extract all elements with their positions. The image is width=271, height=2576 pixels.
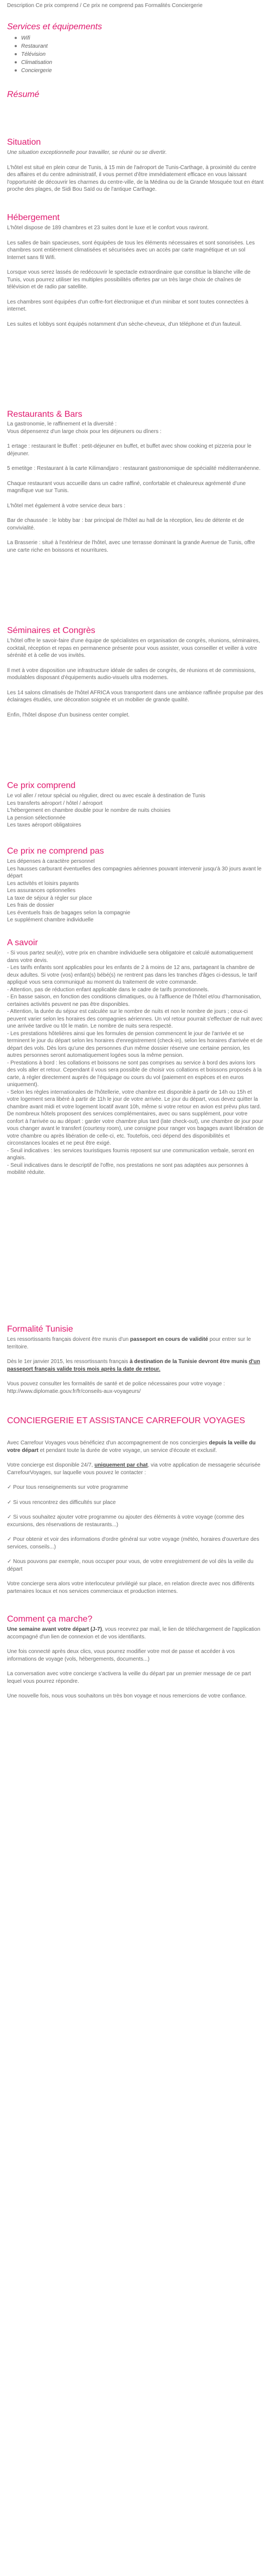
restaurants-p7: Bar de chaussée : le lobby bar : bar principal de l'hôtel au hall de la réception, lieu de détente et de convivialité. [7,518,244,531]
situation-body: L'hôtel est situé en plein cœur de Tunis, à 15 min de l'aéroport de Tunis-Carthage, à proximité du centre des affaires et du centre administratif, il vous permet d'être immédiatement efficace en vous laissant l'opportunité de découvrir les charmes du centre-ville, de la Médina ou de la Grande Mosquée tout en étant proche des plages, de Sidi Bou Saïd ou de l'antique Carthage. [7,164,264,192]
how-heading: Comment ça marche? [7,1615,93,1624]
breadcrumb-text: Description Ce prix comprend / Ce prix ne comprend pas Formalités Conciergerie [7,3,203,9]
lodging-p4: Les chambres sont équipées d'un coffre-fort électronique et d'un minibar et sont toutes connectées à internet. [7,299,249,312]
lodging-p3: Lorsque vous serez lassés de redécouvrir le spectacle extraordinaire que constitue la blanche ville de Tunis, vous pourrez utiliser les multiples possibilités offertes par un très large choix de chaînes de télévision et de radio par satellite. [7,269,251,290]
lodging-p2: Les salles de bain spacieuses, sont équipées de tous les éléments nécessaires et sont sonorisées. Les chambres sont entièrement climatisées et sécurisées avec un accès par carte magnétique et un sol Internet sans fil Wifi. [7,240,255,261]
notice-block [7,950,264,1177]
concierge-item: ✓ Pour obtenir et voir des informations d'ordre général sur votre voyage (météo, horaires d'ouverture des services, conseils...) [7,1536,260,1550]
excludes-line: Les dépenses à caractère personnel [7,858,95,864]
excludes-line: Les hausses carburant éventuelles des compagnies aériennes pouvant intervenir jusqu'à 30 jours avant le départ [7,866,262,879]
excludes-line: La taxe de séjour à régler sur place [7,895,92,901]
concierge-item: ✓ Nous pouvons par exemple, nous occuper pour vous, de votre enregistrement de vol dès la veille du départ [7,1559,254,1572]
amenity-concierge: Conciergerie [7,67,264,75]
situation-lead: Une situation exceptionnelle pour travailler, se réunir ou se divertir. [7,150,167,156]
restaurants-block [7,421,264,554]
seminars-p2: Il met à votre disposition une infrastructure idéale de salles de congrès, de réunions et de commissions, modulables disposant d'équipements audio-visuels ultra modernes. [7,667,256,681]
concierge-block [7,1439,264,1595]
restaurants-p3: 1 ertage : restaurant le Buffet : petit-déjeuner en buffet, et buffet avec show cooking et pizzeria pour le déjeuner. [7,443,251,457]
lodging-p1: L'hôtel dispose de 189 chambres et 23 suites dont le luxe et le confort vous raviront. [7,225,209,231]
seminars-p1: L'hôtel offre le savoir-faire d'une équipe de spécialistes en organisation de congrès, réunions, séminaires, cocktail, réception et repas en permanence présente pour vous assister, vous conseiller et veiller à votre sérénité et à celle de vos invités. [7,638,260,658]
formalities-block [7,1336,264,1395]
concierge-p1: Avec Carrefour Voyages vous bénéficiez d'un accompagnement de nos conciergies depuis la veille du votre départ et pendant toute la durée de votre voyage, un service d'écoute et exclusif. [7,1440,256,1454]
formalities-heading: Formalité Tunisie [7,1325,73,1334]
formalities-p3: Vous pouvez consulter les formalités de santé et de police nécessaires pour votre voyage : http://www.diplomatie.gouv.fr/fr/conseils-aux-voyageurs/ [7,1381,225,1394]
concierge-heading: CONCIERGERIE ET ASSISTANCE CARREFOUR VOYAGES [7,1416,246,1425]
lodging-heading: Hébergement [7,213,60,222]
summary-heading: Résumé [7,90,40,99]
concierge-item: ✓ Pour tous renseignements sur votre programme [7,1484,128,1490]
how-p3: La conversation avec votre concierge s'activera la veille du départ par un premier message de ce part lequel vous pourrez répondre. [7,1671,251,1684]
seminars-heading: Séminaires et Congrès [7,626,95,635]
concierge-item: ✓ Si vous souhaitez ajouter votre programme ou ajouter des éléments à votre voyage (comme des excursions, des réservations de restaurants...) [7,1514,244,1528]
notice-line: - Prestations à bord : les collations et boissons ne sont pas comprises au service à bord des avions lors des vols aller et retour. Cependant il vous sera possible de choisir vos collations et boissons proposés à la carte, à régler directement auprès de l'équipage ou cours du vol (paiement en espèces et en euros uniquement). [7,1060,262,1088]
excludes-line: Les assurances optionnelles [7,888,76,894]
formalities-p2: Dès le 1er janvier 2015, les ressortissants français à destination de la Tunisie devront être munis d'un passeport français valide trois mois après la date de retour. [7,1359,260,1372]
amenity-wifi: Wifi [7,34,264,42]
restaurants-p8: La Brasserie : situé à l'extérieur de l'hôtel, avec une terrasse dominant la grande Avenue de Tunis, offre une carte riche en boissons et nourritures. [7,540,255,553]
includes-block [7,792,264,829]
how-p1: Une semaine avant votre départ (J-7), vous recevrez par mail, le lien de téléchargement de l'application accompagné d'un lien de connexion et de vos identifiants. [7,1626,261,1640]
notice-line: - En basse saison, en fonction des conditions climatiques, ou à l'affluence de l'hôtel et/ou d'harmonisation, certaines activités peuvent ne pas être disponibles. [7,994,262,1008]
seminars-p3: Les 14 salons climatisés de l'hôtel AFRICA vous transportent dans une ambiance raffinée propulse par des éclairages étudiés, une décoration soignée et un mobilier de grande qualité. [7,689,263,703]
situation-heading: Situation [7,138,41,147]
restaurants-p1: La gastronomie, le raffinement et la diversité : [7,421,117,427]
excludes-block [7,858,264,924]
includes-line: Les taxes aéroport obligatoires [7,822,81,828]
restaurants-p4: 5 emetitge : Restaurant à la carte Kilimandjaro : restaurant gastronomique de spécialité méditerranéenne. [7,466,261,472]
restaurants-p5: Chaque restaurant vous accueille dans un cadre raffiné, confortable et chaleureux agrémenté d'une magnifique vue sur Tunis. [7,480,246,494]
restaurants-heading: Restaurants & Bars [7,410,82,419]
excludes-heading: Ce prix ne comprend pas [7,847,104,856]
notice-line: - Seuil indicatives : les services touristiques fournis reposent sur une communication verbale, seront en anglais. [7,1147,254,1161]
restaurants-p2: Vous dépenserez d'un large choix pour les déjeuners ou dîners : [7,428,162,435]
seminars-block [7,637,264,719]
notice-line: - Les prestations hôtelières ainsi que les formules de pension commencent le jour de l'arrivée et se terminent le jour du départ selon les horaires d'enregistrement (check-in), selon les horaires d'arrivée et de départ des vols. Dès lors qu'une des personnes d'un même dossier réserve une certaine pension, les autres personnes seront automatiquement logées sous la même pension. [7,1030,263,1058]
amenities-heading: Services et équipements [7,22,102,31]
concierge-p8: Votre concierge sera alors votre interlocuteur privilégié sur place, en relation directe avec nos différents partenaires locaux et nos services commerciaux et production internes. [7,1581,255,1594]
amenity-ac: Climatisation [7,59,264,67]
intro-breadcrumb [7,2,264,10]
amenity-restaurant: Restaurant [7,42,264,50]
formalities-p1: Les ressortissants français doivent être munis d'un passeport en cours de validité pour entrer sur le territoire. [7,1337,251,1350]
amenity-tv: Télévision [7,50,264,59]
how-p2: Une fois connecté après deux clics, vous pourrez modifier votre mot de passe et accéder à vos informations de voyage (vols, hébergements, documents...) [7,1649,235,1662]
lodging-p5: Les suites et lobbys sont équipés notamment d'un sèche-cheveux, d'un téléphone et d'un fauteuil. [7,321,242,327]
lodging-block [7,224,264,328]
seminars-p4: Enfin, l'hôtel dispose d'un business center complet. [7,712,130,718]
notice-line: - Seuil indicatives dans le descriptif de l'offre, nos prestations ne sont pas adaptées aux personnes à mobilité réduite. [7,1162,248,1176]
includes-line: Le vol aller / retour spécial ou régulier, direct ou avec escale à destination de Tunis [7,793,205,799]
notice-line: - Si vous partez seul(e), votre prix en chambre individuelle sera obligatoire et calculé automatiquement dans votre devis. [7,950,253,964]
notice-line: - Attention, pas de réduction enfant applicable dans le cadre de tarifs promotionnels. [7,986,209,993]
restaurants-p6: L'hôtel met également à votre service deux bars : [7,502,126,509]
concierge-item: ✓ Si vous rencontrez des difficultés sur place [7,1499,116,1506]
excludes-line: Les éventuels frais de bagages selon la compagnie [7,909,131,916]
concierge-p2: Votre concierge est disponible 24/7, uniquement par chat, via votre application de messagerie sécurisée CarrefourVoyages, sur laquelle vous pouvez le contacter : [7,1462,261,1476]
includes-heading: Ce prix comprend [7,781,76,790]
notice-line: - Selon les règles internationales de l'hôtellerie, votre chambre est disponible à partir de 14h ou 15h et votre logement sera libéré à partir de 11h le jour de votre arrivée. Le jour du départ, vous devez quitter la chambre avant midi et votre logement locatif avant 10h, même si votre retour en avion est prévu plus tard. De nombreux hôtels proposent des services complémentaires, avec ou sans supplément, pour votre confort à l'arrivée ou au départ : garder votre chambre plus tard (late check-out), une chambre de jour pour vous changer avant le transfert (courtesy room), une consigne pour ranger vos bagages avant libération de votre chambre ou après libération de celle-ci, etc. Toutefois, ceci dépend des disponibilités et circonstances locales et ne peut être exigé. [7,1089,264,1146]
excludes-line: Les frais de dossier [7,902,54,908]
notice-line: - Attention, la durée du séjour est calculée sur le nombre de nuits et non le nombre de jours ; ceux-ci peuvent varier selon les horaires des compagnies aériennes. Un vol retour pourrait s'effectuer de nuit avec une arrivée tardive ou tôt le matin. Le nombre de nuits sera respecté. [7,1009,263,1029]
excludes-line: Le supplément chambre individuelle [7,917,94,923]
how-p4: Une nouvelle fois, nous vous souhaitons un très bon voyage et nous remercions de votre confiance. [7,1693,247,1699]
notice-line: - Les tarifs enfants sont applicables pour les enfants de 2 à moins de 12 ans, partageant la chambre de deux adultes. Si votre (vos) enfant(s) bébé(s) ne rentrent pas dans les tranches d'âges ci-dessus, le tarif appliqué vous sera communiqué au moment du traitement de votre commande. [7,965,257,985]
amenities-list [7,34,264,75]
excludes-line: Les activités et loisirs payants [7,880,79,887]
notice-heading: A savoir [7,938,38,947]
how-block [7,1626,264,1700]
includes-line: Les transferts aéroport / hôtel / aéroport [7,800,103,806]
includes-line: L'hébergement en chambre double pour le nombre de nuits choisies [7,808,171,814]
situation-block [7,149,264,193]
includes-line: La pension sélectionnée [7,815,66,821]
